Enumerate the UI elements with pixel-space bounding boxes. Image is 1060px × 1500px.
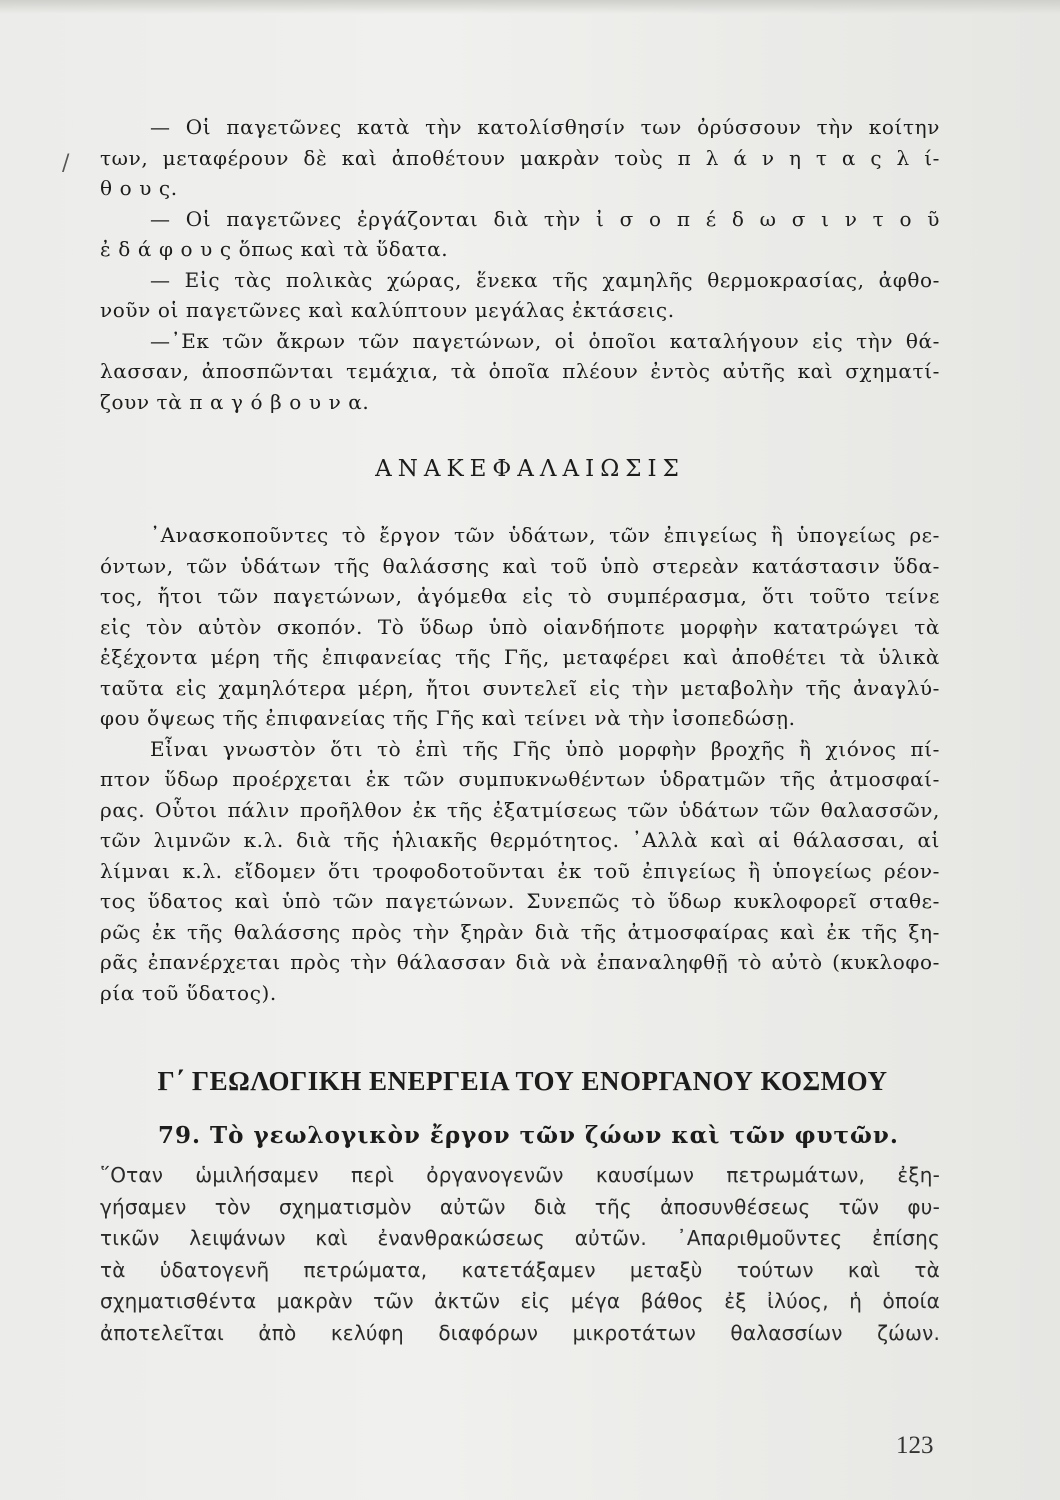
text-line: ᾿Ανασκοποῦντες τὸ ἔργον τῶν ὑδάτων, τῶν ἐπιγείως ἢ ὑπογείως ρε-	[150, 523, 940, 547]
text-line: εἰς τὸν αὐτὸν σκοπόν. Τὸ ὕδωρ ὑπὸ οἱανδήποτε μορφὴν κατατρώγει τὰ	[100, 614, 940, 639]
text-line: γήσαμεν τὸν σχηματισμὸν αὐτῶν διὰ τῆς ἀποσυνθέσεως τῶν φυ-	[100, 1194, 940, 1219]
text-line: ρία τοῦ ὕδατος).	[100, 980, 277, 1005]
text-line: λίμναι κ.λ. εἴδομεν ὅτι τροφοδοτοῦνται ἐκ τοῦ ἐπιγείως ἢ ὑπογείως ρέον-	[100, 858, 940, 883]
section-heading: Γ΄ ΓΕΩΛΟΓΙΚΗ ΕΝΕΡΓΕΙΑ ΤΟΥ ΕΝΟΡΓΑΝΟΥ ΚΟΣΜΟΥ	[157, 1066, 888, 1096]
text-line: ἐ δ ά φ ο υ ς ὅπως καὶ τὰ ὕδατα.	[100, 237, 449, 261]
text-line: — Οἱ παγετῶνες ἐργάζονται διὰ τὴν ἰ σ ο π έ δ ω σ ι ν τ ο ῦ	[150, 206, 940, 231]
text-line: των, μεταφέρουν δὲ καὶ ἀποθέτουν μακρὰν τοὺς π λ ά ν η τ α ς λ ί-	[100, 145, 940, 170]
text-line: σχηματισθέντα μακρὰν τῶν ἀκτῶν εἰς μέγα βάθος ἐξ ἰλύος, ἡ ὁποία	[100, 1289, 940, 1313]
text-line: ἀποτελεῖται ἀπὸ κελύφη διαφόρων μικροτάτων θαλασσίων ζώων.	[100, 1320, 940, 1345]
glacier-notes-block	[100, 112, 940, 417]
text-line: Εἶναι γνωστὸν ὅτι τὸ ἐπὶ τῆς Γῆς ὑπὸ μορφὴν βροχῆς ἢ χιόνος πί-	[150, 736, 940, 761]
page-top-shadow	[0, 0, 1060, 14]
text-line: φου ὄψεως τῆς ἐπιφανείας τῆς Γῆς καὶ τείνει νὰ τὴν ἰσοπεδώσῃ.	[100, 706, 796, 730]
text-line: ταῦτα εἰς χαμηλότερα μέρη, ἤτοι συντελεῖ εἰς τὴν μεταβολὴν τῆς ἀναγλύ-	[100, 675, 940, 700]
text-line: — Εἰς τὰς πολικὰς χώρας, ἕνεκα τῆς χαμηλῆς θερμοκρασίας, ἀφθο-	[150, 267, 940, 292]
text-line: ῞Οταν ὡμιλήσαμεν περὶ ὀργανογενῶν καυσίμων πετρωμάτων, ἐξη-	[100, 1163, 940, 1187]
text-line: ρῶς ἐκ τῆς θαλάσσης πρὸς τὴν ξηρὰν διὰ τῆς ἀτμοσφαίρας καὶ ἐκ τῆς ξη-	[100, 919, 940, 944]
text-line: ρας. Οὗτοι πάλιν προῆλθον ἐκ τῆς ἐξατμίσεως τῶν ὑδάτων τῶν θαλασσῶν,	[100, 797, 940, 822]
margin-mark: /	[62, 151, 70, 176]
section-79-heading: 79. Τὸ γεωλογικὸν ἔργον τῶν ζώων καὶ τῶν φυτῶν.	[158, 1122, 899, 1149]
text-line: — Οἱ παγετῶνες κατὰ τὴν κατολίσθησίν των ὀρύσσουν τὴν κοίτην	[150, 115, 940, 139]
text-line: πτον ὕδωρ προέρχεται ἐκ τῶν συμπυκνωθέντων ὑδρατμῶν τῆς ἀτμοσφαί-	[100, 767, 940, 791]
text-line: τος ὕδατος καὶ ὑπὸ τῶν παγετώνων. Συνεπῶς τὸ ὕδωρ κυκλοφορεῖ σταθε-	[100, 889, 940, 913]
text-line: τος, ἤτοι τῶν παγετώνων, ἀγόμεθα εἰς τὸ συμπέρασμα, ὅτι τοῦτο τείνε	[100, 584, 940, 608]
text-line: θ ο υ ς.	[100, 176, 178, 200]
text-line: —᾿Εκ τῶν ἄκρων τῶν παγετώνων, οἱ ὁποῖοι καταλήγουν εἰς τὴν θά-	[150, 328, 940, 353]
text-line: ἐξέχοντα μέρη τῆς ἐπιφανείας τῆς Γῆς, μεταφέρει καὶ ἀποθέτει τὰ ὑλικὰ	[100, 645, 940, 669]
section-79-body	[100, 1160, 940, 1349]
text-line: λασσαν, ἀποσπῶνται τεμάχια, τὰ ὁποῖα πλέουν ἐντὸς αὐτῆς καὶ σχηματί-	[100, 359, 940, 383]
text-line: τικῶν λειψάνων καὶ ἐνανθρακώσεως αὐτῶν. ᾿Απαριθμοῦντες ἐπίσης	[100, 1226, 940, 1250]
text-line: ζουν τὰ π α γ ό β ο υ ν α.	[100, 389, 370, 414]
page-number: 123	[896, 1432, 934, 1459]
text-line: νοῦν οἱ παγετῶνες καὶ καλύπτουν μεγάλας ἐκτάσεις.	[100, 298, 675, 322]
text-line: ρᾶς ἐπανέρχεται πρὸς τὴν θάλασσαν διὰ νὰ ἐπαναληφθῇ τὸ αὐτὸ (κυκλοφο-	[100, 950, 940, 974]
text-line: τῶν λιμνῶν κ.λ. διὰ τῆς ἡλιακῆς θερμότητος. ᾿Αλλὰ καὶ αἱ θάλασσαι, αἱ	[100, 828, 940, 852]
text-line: όντων, τῶν ὑδάτων τῆς θαλάσσης καὶ τοῦ ὑπὸ στερεὰν κατάστασιν ὕδα-	[100, 553, 940, 578]
text-line: τὰ ὑδατογενῆ πετρώματα, κατετάξαμεν μεταξὺ τούτων καὶ τὰ	[100, 1257, 940, 1282]
summary-heading: ΑΝΑΚΕΦΑΛΑΙΩΣΙΣ	[375, 456, 685, 482]
summary-block	[100, 520, 940, 1008]
